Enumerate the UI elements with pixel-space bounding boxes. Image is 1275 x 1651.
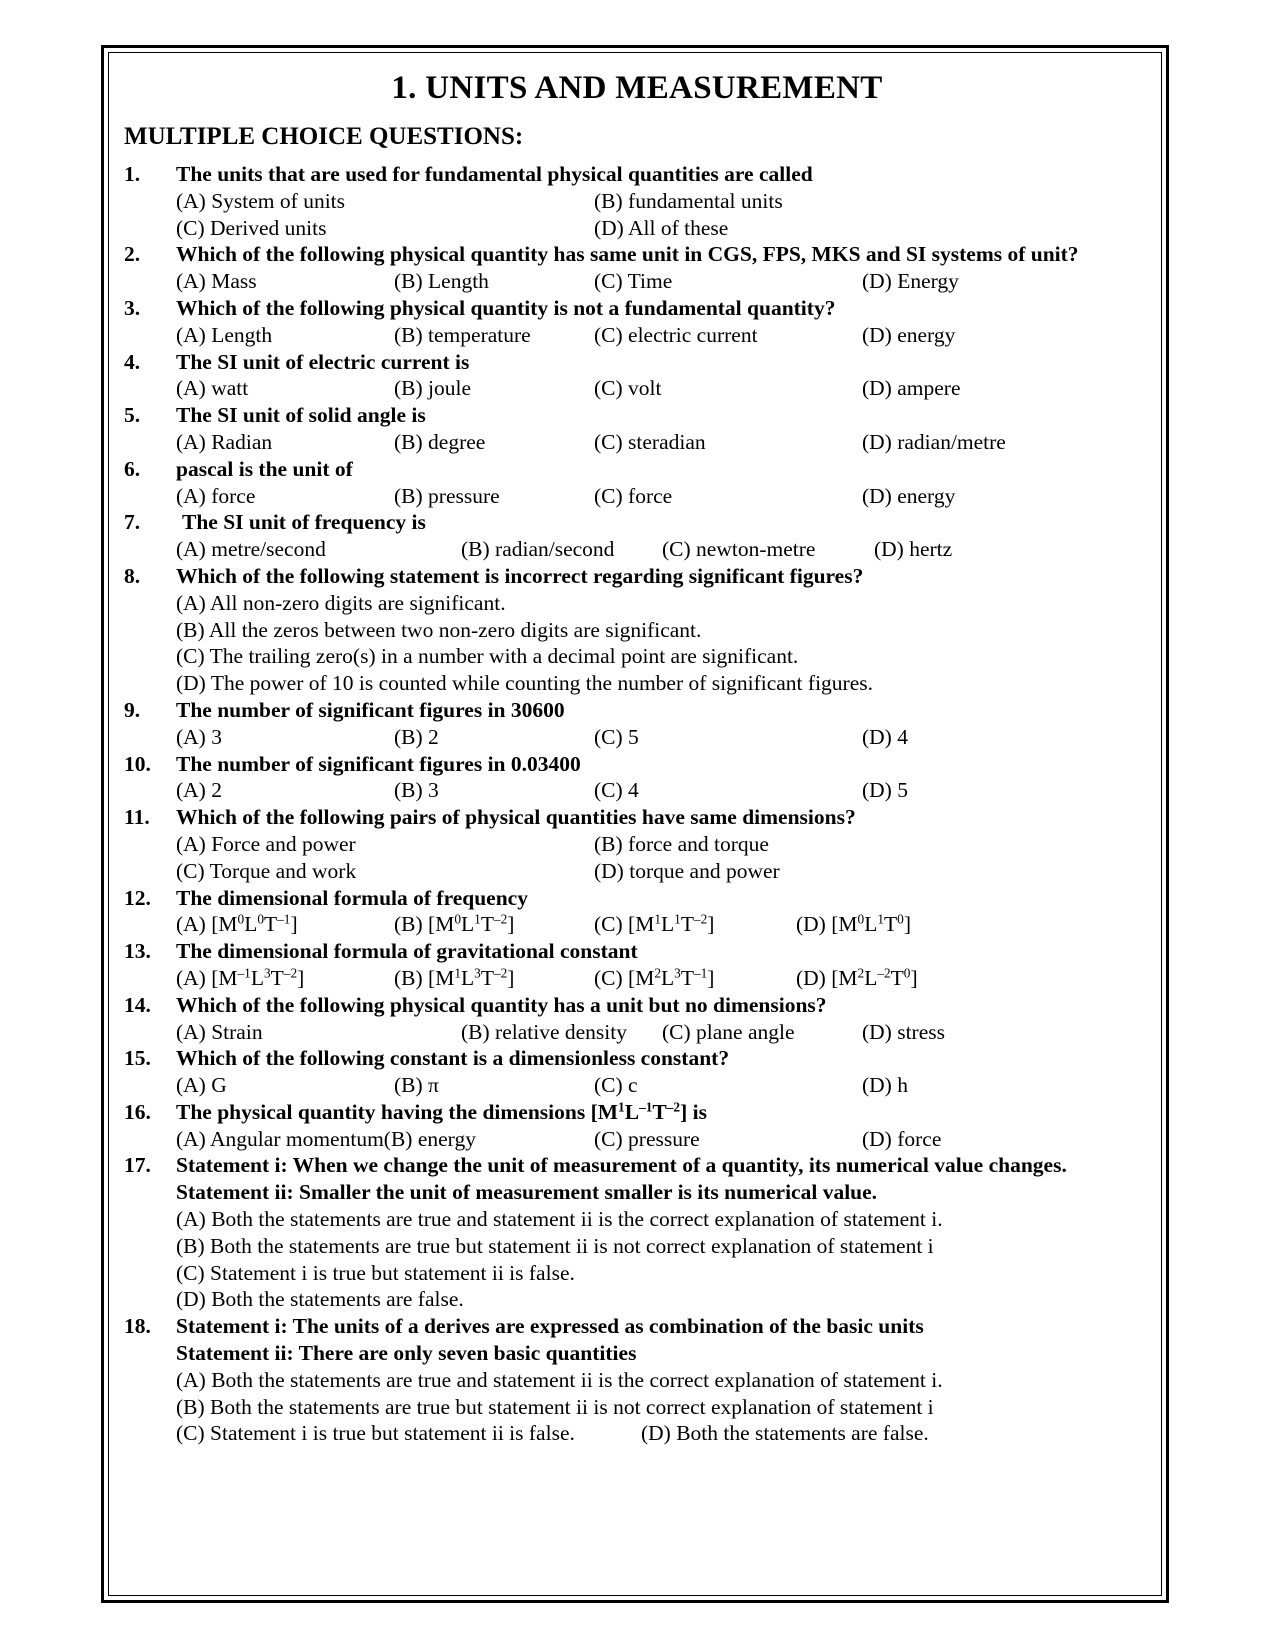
option-b: (B) joule	[394, 376, 472, 401]
question-14	[124, 992, 1150, 1046]
question-number: 3.	[124, 295, 141, 320]
option-d: (D) torque and power	[594, 858, 780, 883]
option-d: (D) $[M^2L^{-2}T^0]$	[796, 965, 918, 990]
document-content	[124, 62, 1150, 1447]
question-13	[124, 938, 1150, 992]
option-d: (D) ampere	[862, 376, 961, 401]
question-number: 7.	[124, 510, 141, 535]
option-c: (C) electric current	[594, 322, 758, 347]
option-b: (B) π	[394, 1073, 439, 1098]
question-number: 6.	[124, 456, 141, 481]
option-c: (C) Time	[594, 269, 673, 294]
option-d: (D) hertz	[874, 537, 953, 562]
question-text: Which of the following constant is a dimensionless constant?	[176, 1046, 730, 1071]
question-number: 14.	[124, 992, 151, 1017]
option-d: (D) Both the statements are false.	[176, 1287, 464, 1312]
question-number: 11.	[124, 805, 150, 830]
option-a: (A) System of units	[176, 188, 346, 213]
question-text: Which of the following pairs of physical quantities have same dimensions?	[176, 805, 856, 830]
option-c: (C) plane angle	[662, 1019, 795, 1044]
option-a-b: (A) Angular momentum(B) energy	[176, 1126, 476, 1151]
option-d: (D) The power of 10 is counted while counting the number of significant figures.	[176, 671, 873, 696]
option-b: (B) 3	[394, 778, 439, 803]
option-b: (B) Length	[394, 269, 489, 294]
question-11	[124, 804, 1150, 884]
question-text: The dimensional formula of gravitational constant	[176, 939, 638, 964]
question-text: The number of significant figures in 0.03400	[176, 751, 581, 776]
option-a: (A) Strain	[176, 1019, 263, 1044]
option-a: (A) G	[176, 1073, 227, 1098]
option-b: (B) fundamental units	[594, 188, 783, 213]
option-c: (C) force	[594, 483, 673, 508]
page-title: 1. UNITS AND MEASUREMENT	[391, 70, 883, 106]
question-number: 2.	[124, 242, 141, 267]
option-b: (B) radian/second	[461, 537, 615, 562]
question-15	[124, 1045, 1150, 1099]
option-c: (C) steradian	[594, 429, 706, 454]
question-4	[124, 349, 1150, 403]
option-b: (B) temperature	[394, 322, 531, 347]
option-a: (A) 2	[176, 778, 222, 803]
option-c: (C) newton-metre	[662, 537, 816, 562]
option-a: (A) Both the statements are true and statement ii is the correct explanation of statement i.	[176, 1207, 943, 1232]
question-number: 12.	[124, 885, 151, 910]
option-b: (B) degree	[394, 429, 486, 454]
option-c: (C) 5	[594, 724, 639, 749]
option-a: (A) All non-zero digits are significant.	[176, 590, 506, 615]
option-d: (D) All of these	[594, 215, 729, 240]
question-number: 17.	[124, 1153, 151, 1178]
question-16	[124, 1099, 1150, 1153]
option-d: (D) h	[862, 1073, 908, 1098]
question-number: 13.	[124, 939, 151, 964]
option-c: (C) The trailing zero(s) in a number with a decimal point are significant.	[176, 644, 799, 669]
question-number: 18.	[124, 1314, 151, 1339]
option-d: (D) Both the statements are false.	[641, 1421, 929, 1446]
question-text: Which of the following statement is incorrect regarding significant figures?	[176, 563, 864, 588]
statement-ii: Statement ii: Smaller the unit of measurement smaller is its numerical value.	[176, 1180, 878, 1205]
question-text: The number of significant figures in 30600	[176, 697, 565, 722]
option-b: (B) pressure	[394, 483, 500, 508]
option-a: (A) force	[176, 483, 256, 508]
question-number: 5.	[124, 403, 141, 428]
question-12	[124, 885, 1150, 939]
question-6	[124, 456, 1150, 510]
option-d: (D) force	[862, 1126, 942, 1151]
option-a: (A) Radian	[176, 429, 273, 454]
question-10	[124, 751, 1150, 805]
option-d: (D) $[M^0L^1T^0]$	[796, 911, 911, 937]
option-c: (C) Statement i is true but statement ii is false.	[176, 1260, 575, 1285]
option-b: (B) Both the statements are true but statement ii is not correct explanation of statement i	[176, 1394, 934, 1419]
option-d: (D) energy	[862, 483, 956, 508]
statement-i: Statement i: The units of a derives are expressed as combination of the basic units	[176, 1314, 924, 1339]
question-text: The physical quantity having the dimensions $[M^1L^{-1}T^{-2}]$ is	[176, 1099, 707, 1124]
question-17	[124, 1152, 1150, 1313]
question-text: The units that are used for fundamental physical quantities are called	[176, 162, 813, 186]
question-number: 10.	[124, 751, 151, 776]
question-text: The SI unit of frequency is	[182, 510, 426, 535]
option-c: (C) pressure	[594, 1126, 700, 1151]
option-a: (A) $[M^{-1}L^3T^{-2}]$	[176, 965, 305, 990]
statement-i: Statement i: When we change the unit of measurement of a quantity, its numerical value changes.	[176, 1153, 1067, 1178]
question-1	[124, 161, 1150, 241]
question-9	[124, 697, 1150, 751]
option-d: (D) energy	[862, 322, 956, 347]
option-c: (C) Torque and work	[176, 858, 357, 883]
statement-ii: Statement ii: There are only seven basic quantities	[176, 1341, 637, 1366]
question-text: Which of the following physical quantity has a unit but no dimensions?	[176, 992, 827, 1017]
option-c: (C) volt	[594, 376, 662, 401]
option-c: (C) 4	[594, 778, 639, 803]
question-number: 8.	[124, 563, 141, 588]
option-a: (A) Both the statements are true and statement ii is the correct explanation of statement i.	[176, 1367, 943, 1392]
option-a: (A) $[M^0L^0T^{-1}]$	[176, 911, 298, 937]
option-a: (A) watt	[176, 376, 249, 401]
question-text: The dimensional formula of frequency	[176, 885, 528, 910]
question-text: Which of the following physical quantity has same unit in CGS, FPS, MKS and SI systems of unit?	[176, 242, 1079, 267]
option-a: (A) Length	[176, 322, 273, 347]
question-8	[124, 563, 1150, 697]
question-number: 4.	[124, 349, 141, 374]
option-c: (C) Derived units	[176, 215, 327, 240]
option-b: (B) force and torque	[594, 831, 769, 856]
question-text: Which of the following physical quantity is not a fundamental quantity?	[176, 295, 836, 320]
question-text: pascal is the unit of	[176, 456, 353, 481]
question-2	[124, 241, 1150, 295]
question-text: The SI unit of electric current is	[176, 349, 470, 374]
option-b: (B) Both the statements are true but statement ii is not correct explanation of statement i	[176, 1233, 934, 1258]
section-heading: MULTIPLE CHOICE QUESTIONS:	[124, 123, 524, 150]
question-number: 1.	[124, 162, 141, 186]
option-a: (A) metre/second	[176, 537, 326, 562]
option-a: (A) Force and power	[176, 831, 356, 856]
option-b: (B) relative density	[461, 1019, 627, 1044]
option-a: (A) Mass	[176, 269, 257, 294]
question-number: 15.	[124, 1046, 151, 1071]
option-d: (D) 4	[862, 724, 908, 749]
option-d: (D) radian/metre	[862, 429, 1006, 454]
option-b: (B) $[M^0L^1T^{-2}]$	[394, 911, 515, 937]
option-b: (B) $[M^1L^3T^{-2}]$	[394, 965, 515, 990]
question-7	[124, 509, 1150, 563]
option-d: (D) stress	[862, 1019, 945, 1044]
question-3	[124, 295, 1150, 349]
question-number: 16.	[124, 1099, 151, 1124]
question-18	[124, 1313, 1150, 1447]
option-c: (C) $[M^1L^1T^{-2}]$	[594, 911, 715, 937]
option-d: (D) Energy	[862, 269, 959, 294]
question-text: The SI unit of solid angle is	[176, 403, 426, 428]
option-d: (D) 5	[862, 778, 908, 803]
question-5	[124, 402, 1150, 456]
option-c: (C) Statement i is true but statement ii is false.	[176, 1421, 575, 1446]
option-c: (C) c	[594, 1073, 638, 1098]
option-a: (A) 3	[176, 724, 222, 749]
option-b: (B) All the zeros between two non-zero digits are significant.	[176, 617, 702, 642]
option-c: (C) $[M^2L^3T^{-1}]$	[594, 965, 715, 990]
question-number: 9.	[124, 697, 141, 722]
option-b: (B) 2	[394, 724, 439, 749]
